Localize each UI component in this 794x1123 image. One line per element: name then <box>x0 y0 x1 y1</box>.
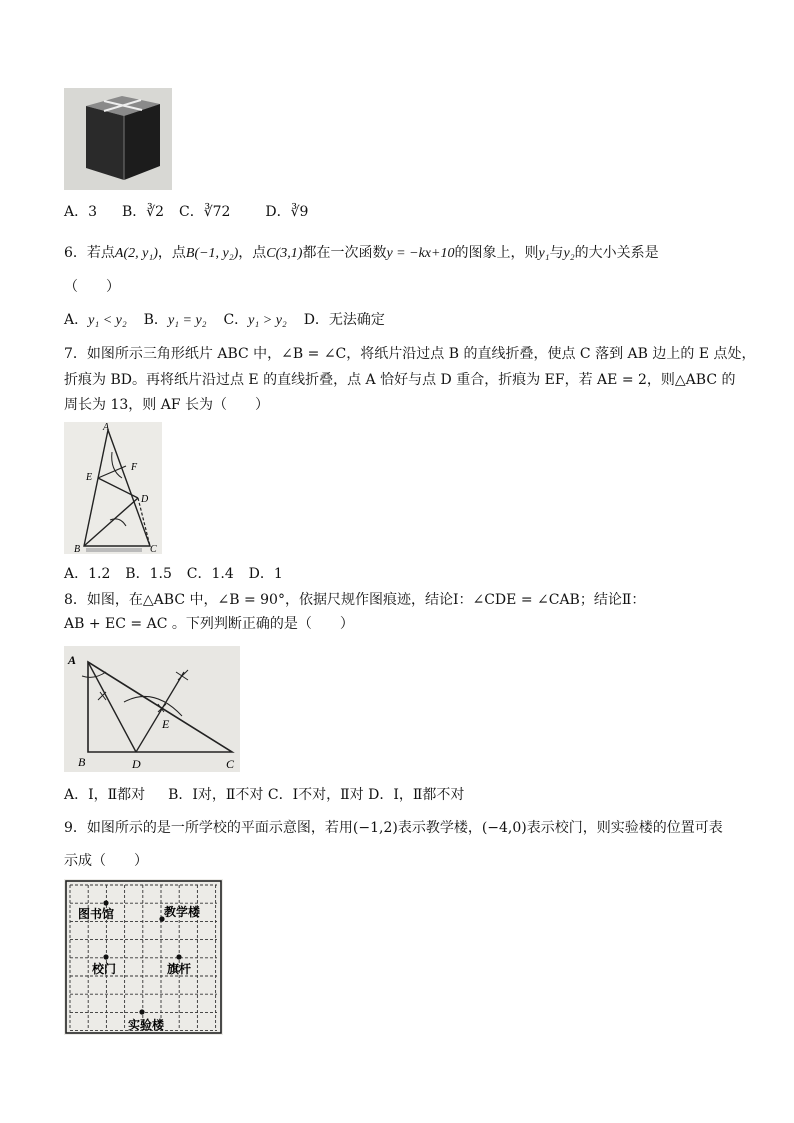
q7-option-b-value: 1.5 <box>149 566 172 582</box>
q7-options <box>64 564 283 584</box>
q8-option-a-letter: A． <box>64 787 89 803</box>
q5-option-d-letter: D． <box>265 204 291 220</box>
flag-point <box>176 954 181 959</box>
q7-label-c: C <box>150 544 157 554</box>
q5-option-d-value: ∛9 <box>290 204 309 220</box>
lab-point <box>139 1009 144 1014</box>
q7-triangle-figure <box>64 422 162 554</box>
cube-figure <box>64 88 172 190</box>
q6-option-c-letter: C． <box>223 312 249 328</box>
q7-option-d-value: 1 <box>273 566 283 582</box>
q6-option-b-letter: B． <box>143 312 168 328</box>
q5-options <box>64 202 308 222</box>
q5-option-b-value: ∛2 <box>146 204 165 220</box>
q8-label-a: A <box>68 653 77 667</box>
q8-options <box>64 785 464 805</box>
q8-label-c: C <box>226 757 235 771</box>
q8-option-b-value: Ⅰ对，Ⅱ不对 <box>192 787 264 803</box>
q7-option-c-value: 1.4 <box>211 566 234 582</box>
q6-text-b: ，点 <box>157 245 186 261</box>
q7-label-e: E <box>86 472 93 483</box>
q8-line-1: 8．如图，在△ABC 中，∠B = 90°，依据尺规作图痕迹，结论Ⅰ：∠CDE = ∠CAB；结论Ⅱ： <box>64 592 646 608</box>
q6-y1: y₁ <box>538 246 550 261</box>
map-label-teaching: 教学楼 <box>164 905 201 919</box>
q7-option-d-letter: D． <box>248 566 274 582</box>
map-label-flag: 旗杆 <box>167 962 192 976</box>
q7-label-f: F <box>131 462 138 473</box>
q6-option-a-letter: A． <box>64 312 89 328</box>
q6-stem <box>64 243 659 264</box>
q9-school-map <box>64 879 223 1035</box>
library-point <box>103 900 108 905</box>
map-label-library: 图书馆 <box>78 907 115 921</box>
q6-option-a-value: y₁ < y₂ <box>88 313 127 328</box>
q6-text-g: 的大小关系是 <box>574 245 659 261</box>
q6-option-d-value: 无法确定 <box>328 312 385 328</box>
q6-point-b: B(−1, y₂) <box>185 246 239 261</box>
q7-option-a-value: 1.2 <box>88 566 111 582</box>
q7-label-d: D <box>141 494 149 505</box>
q8-option-c-letter: C． <box>267 787 293 803</box>
q6-text-e: 的图象上，则 <box>454 245 539 261</box>
q9-line-1: 9．如图所示的是一所学校的平面示意图，若用(−1,2)表示教学楼，(−4,0)表示校门，则实验楼的位置可表 <box>64 820 723 836</box>
q5-option-a-letter: A． <box>64 204 89 220</box>
q8-option-d-value: Ⅰ，Ⅱ都不对 <box>393 787 465 803</box>
q6-text-c: ，点 <box>238 245 267 261</box>
q5-option-b-letter: B． <box>121 204 147 220</box>
q6-option-b-value: y₁ = y₂ <box>167 313 207 328</box>
q8-line-2: AB + EC = AC 。下列判断正确的是（ ） <box>64 616 354 632</box>
q6-text-d: 都在一次函数 <box>302 245 387 261</box>
q7-label-b: B <box>74 544 81 554</box>
q7-option-c-letter: C． <box>186 566 212 582</box>
q7-line-1: 7．如图所示三角形纸片 ABC 中，∠B = ∠C，将纸片沿过点 B 的直线折叠，使点 C 落到 AB 边上的 E 点处， <box>64 346 756 362</box>
q6-paren: （ ） <box>64 279 120 295</box>
q5-option-c-letter: C． <box>178 204 204 220</box>
map-label-gate: 校门 <box>92 962 117 976</box>
q8-label-d: D <box>132 757 141 771</box>
q6-options <box>64 310 385 331</box>
q6-option-c-value: y₁ > y₂ <box>248 313 287 328</box>
q5-option-a-value: 3 <box>88 204 98 220</box>
q6-point-a: A(2, y₁) <box>114 246 158 261</box>
q8-option-c-value: Ⅰ不对，Ⅱ对 <box>292 787 364 803</box>
q6-text-a: 若点 <box>86 245 115 261</box>
q8-option-a-value: Ⅰ，Ⅱ都对 <box>88 787 146 803</box>
q6-text-f: 与 <box>549 245 564 261</box>
q8-option-b-letter: B． <box>168 787 193 803</box>
gate-point <box>103 954 108 959</box>
q5-option-c-value: ∛72 <box>203 204 231 220</box>
map-label-lab: 实验楼 <box>128 1018 165 1032</box>
q9-line-2: 示成（ ） <box>64 853 148 869</box>
q7-option-b-letter: B． <box>125 566 150 582</box>
q8-label-e: E <box>162 717 170 731</box>
q7-label-a: A <box>103 422 110 433</box>
q6-point-c: C(3,1) <box>266 246 303 261</box>
q7-line-2: 折痕为 BD。再将纸片沿过点 E 的直线折叠，点 A 恰好与点 D 重合，折痕为 EF，若 AE = 2，则△ABC 的 <box>64 372 736 388</box>
q8-option-d-letter: D． <box>368 787 394 803</box>
q7-option-a-letter: A． <box>64 566 89 582</box>
q7-line-3: 周长为 13，则 AF 长为（ ） <box>64 397 269 413</box>
q6-number: 6． <box>64 245 87 261</box>
q8-triangle-figure <box>64 646 240 772</box>
q6-y2: y₂ <box>563 246 575 261</box>
q8-label-b: B <box>78 755 86 769</box>
q6-option-d-letter: D． <box>303 312 329 328</box>
q6-function: y = −kx+10 <box>386 246 455 261</box>
